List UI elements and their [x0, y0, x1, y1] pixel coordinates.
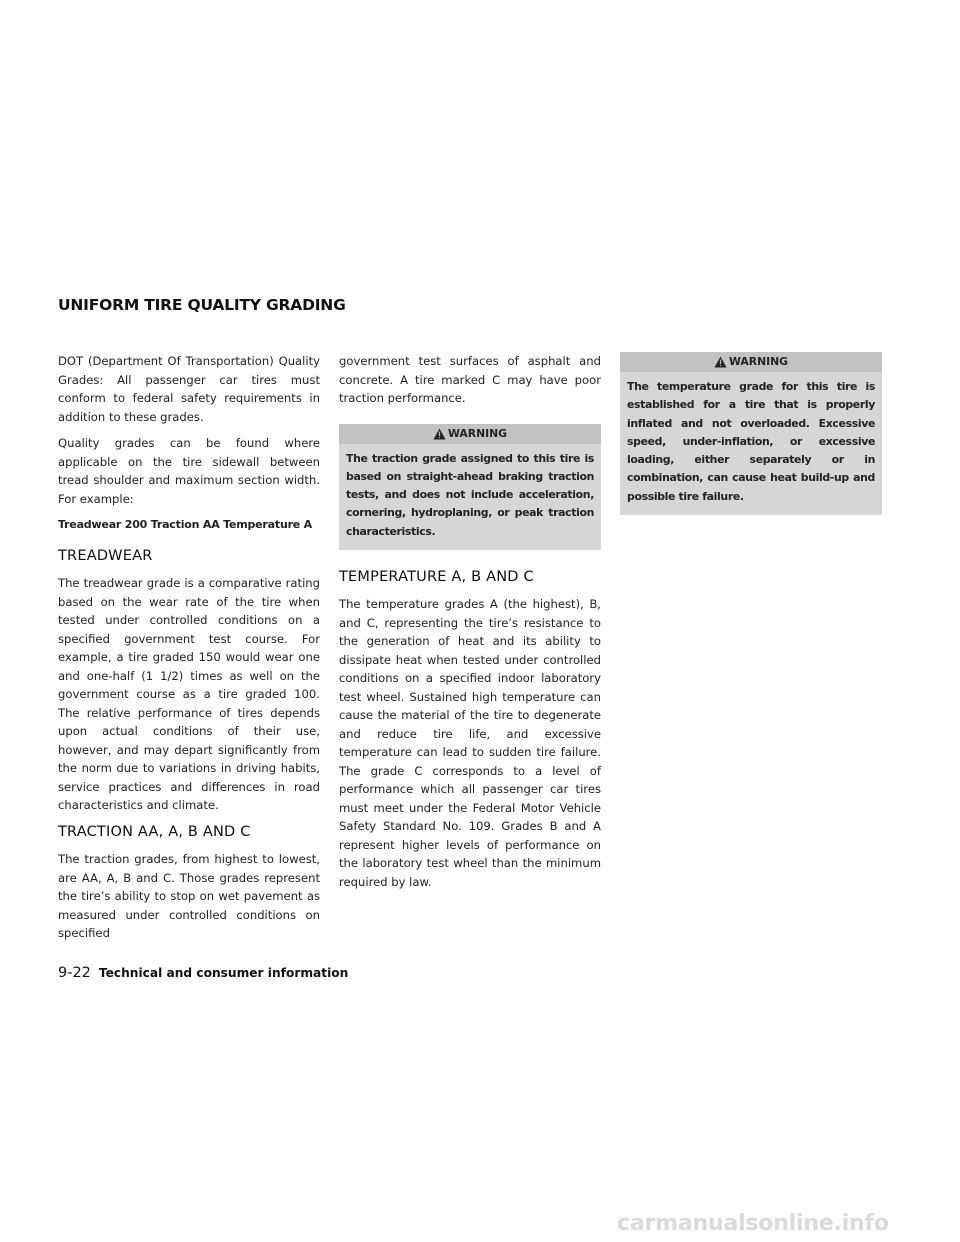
warning-label: WARNING	[728, 355, 789, 368]
warning-triangle-icon	[714, 356, 727, 368]
treadwear-paragraph: The treadwear grade is a comparative rating based on the wear rate of the tire when tested under controlled conditions on a specified government test course. For example, a tire graded 150 would wear one and one-half (1 1/2) times as well on the government course as a tire graded 100. The relative performance of tires depends upon actual conditions of their use, however, and may depart significantly from the norm due to variations in driving habits, service practices and differences in road characteristics and climate.	[58, 576, 320, 812]
section-title: UNIFORM TIRE QUALITY GRADING	[58, 296, 346, 314]
page-footer	[58, 965, 348, 981]
warning-header	[620, 352, 882, 372]
warning-header	[339, 424, 601, 444]
warning-triangle-icon	[433, 428, 446, 440]
traction-heading: TRACTION AA, A, B AND C	[58, 823, 251, 840]
column-2	[339, 352, 601, 899]
column-1	[58, 352, 320, 951]
traction-paragraph: The traction grades, from highest to lowest, are AA, A, B and C. Those grades represent the tire’s ability to stop on wet pavement as measured under controlled conditions on specified	[58, 852, 320, 940]
page-number: 9-22	[58, 965, 91, 981]
warning-text: The traction grade assigned to this tire is based on straight-ahead braking traction tests, and does not include acceleration, cornering, hydroplaning, or peak traction characteristics.	[346, 451, 594, 538]
temperature-heading: TEMPERATURE A, B AND C	[339, 568, 534, 585]
watermark: carmanualsonline.info	[617, 1211, 889, 1236]
warning-text: The temperature grade for this tire is established for a tire that is properly inflated and not overloaded. Excessive speed, under-inflation, or excessive loading, either separately or in combination, can cause heat build-up and possible tire failure.	[627, 380, 875, 503]
temperature-paragraph: The temperature grades A (the highest), B, and C, representing the tire’s resistance to the generation of heat and its ability to dissipate heat when tested under controlled conditions on a specified indoor laboratory test wheel. Sustained high temperature can cause the material of the tire to degenerate and reduce tire life, and excessive temperature can lead to sudden tire failure. The grade C corresponds to a level of performance which all passenger car tires must meet under the Federal Motor Vehicle Safety Standard No. 109. Grades B and A represent higher levels of performance on the laboratory test wheel than the minimum required by law.	[339, 597, 601, 889]
chapter-title: Technical and consumer information	[98, 966, 349, 980]
treadwear-heading: TREADWEAR	[58, 547, 153, 564]
example-line: Treadwear 200 Traction AA Temperature A	[58, 518, 312, 531]
temperature-warning-box	[620, 352, 882, 515]
intro-paragraph: DOT (Department Of Transportation) Quality Grades: All passenger car tires must conform to federal safety requirements in addition to these grades.	[58, 354, 320, 424]
traction-continued-paragraph: government test surfaces of asphalt and concrete. A tire marked C may have poor traction performance.	[339, 354, 601, 405]
column-3	[620, 352, 882, 533]
quality-grades-paragraph: Quality grades can be found where applicable on the tire sidewall between tread shoulder and maximum section width. For example:	[58, 436, 320, 506]
traction-warning-box	[339, 424, 601, 550]
warning-label: WARNING	[447, 426, 508, 440]
